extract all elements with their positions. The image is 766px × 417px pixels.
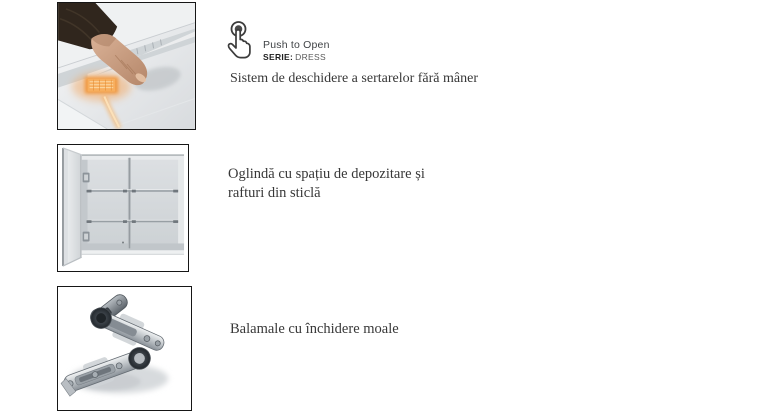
feature-description-push-to-open: Sistem de deschidere a sertarelor fără mâner xyxy=(230,71,478,86)
photo-mirror-cabinet xyxy=(57,144,189,272)
serie-line xyxy=(263,52,330,62)
feature-description-mirror-storage xyxy=(228,165,425,203)
serie-label: SERIE: xyxy=(263,52,294,62)
description-line-1: Oglindă cu spațiu de depozitare și xyxy=(228,166,425,182)
push-to-open-icon xyxy=(221,20,254,66)
hinges-illustration xyxy=(58,287,191,410)
photo-push-to-open xyxy=(57,2,196,130)
photo-soft-close-hinges xyxy=(57,286,192,411)
mirror-cabinet-illustration xyxy=(58,145,188,271)
feature-description-soft-close: Balamale cu închidere moale xyxy=(230,321,399,337)
push-to-open-labels xyxy=(263,39,330,62)
description-line-2: rafturi din sticlă xyxy=(228,185,321,201)
push-to-open-badge xyxy=(221,20,330,66)
hand-pressing-drawer-illustration xyxy=(58,3,195,129)
serie-value: DRESS xyxy=(295,52,326,62)
push-to-open-label: Push to Open xyxy=(263,39,330,51)
